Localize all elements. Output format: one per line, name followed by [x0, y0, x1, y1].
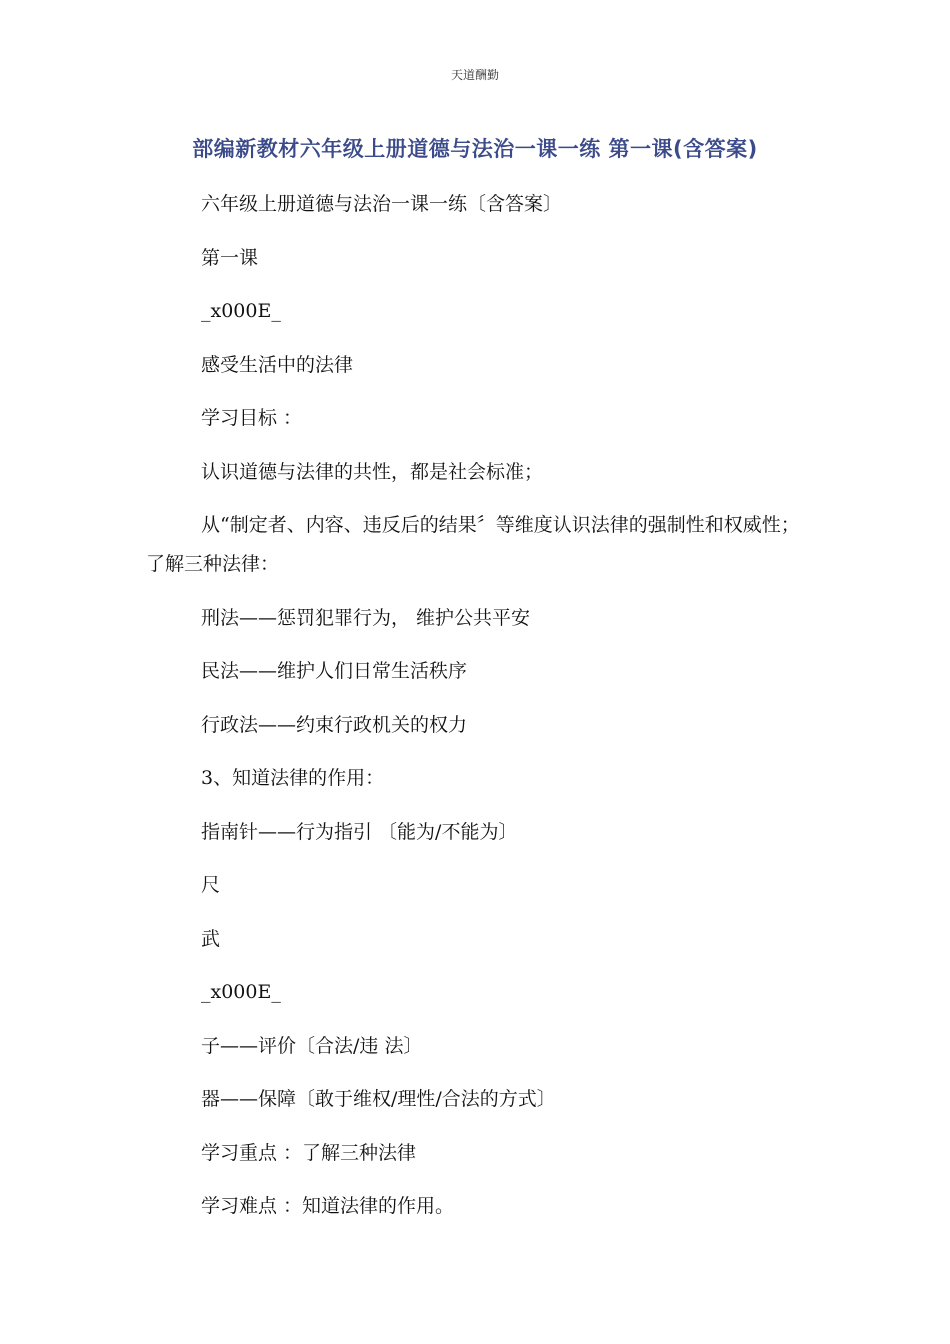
paragraph-13: 尺 — [201, 874, 221, 896]
paragraph-1: 六年级上册道德与法治一课一练〔含答案〕 — [201, 193, 563, 215]
paragraph-17: 器——保障〔敢于维权/理性/合法的方式〕 — [201, 1088, 556, 1110]
paragraph-5: 学习目标 ： — [201, 407, 303, 429]
page-header: 天道酬勤 — [450, 68, 499, 82]
paragraph-19: 学习难点 ：知道法律的作用。 — [201, 1195, 455, 1217]
paragraph-10: 行政法——约束行政机关的权力 — [201, 713, 468, 736]
paragraph-16: 子——评价〔合法/违 法〕 — [201, 1034, 423, 1057]
paragraph-12: 指南针——行为指引 〔能为/不能为〕 — [201, 820, 518, 843]
paragraph-4: 感受生活中的法律 — [201, 353, 354, 376]
paragraph-9: 民法——维护人们日常生活秩序 — [201, 660, 468, 682]
paragraph-18: 学习重点 ：了解三种法律 — [201, 1141, 417, 1164]
paragraph-11: 3、知道法律的作用： — [201, 767, 385, 789]
paragraph-14: 武 — [201, 927, 221, 950]
paragraph-7: 从“制定者、内容、违反后的结果〞等维度认识法律的强制性和权威性； 了解三种法律： — [146, 514, 800, 575]
paragraph-15: _x000E_ — [201, 981, 281, 1003]
document-body — [146, 185, 806, 1226]
document-title: 部编新教材六年级上册道德与法治一课一练 第一课(含答案) — [192, 137, 758, 161]
paragraph-6: 认识道德与法律的共性，都是社会标准； — [201, 460, 544, 483]
paragraph-2: 第一课 — [201, 246, 259, 269]
paragraph-8: 刑法——惩罚犯罪行为， 维护公共平安 — [201, 606, 531, 629]
paragraph-3: _x000E_ — [201, 300, 281, 322]
